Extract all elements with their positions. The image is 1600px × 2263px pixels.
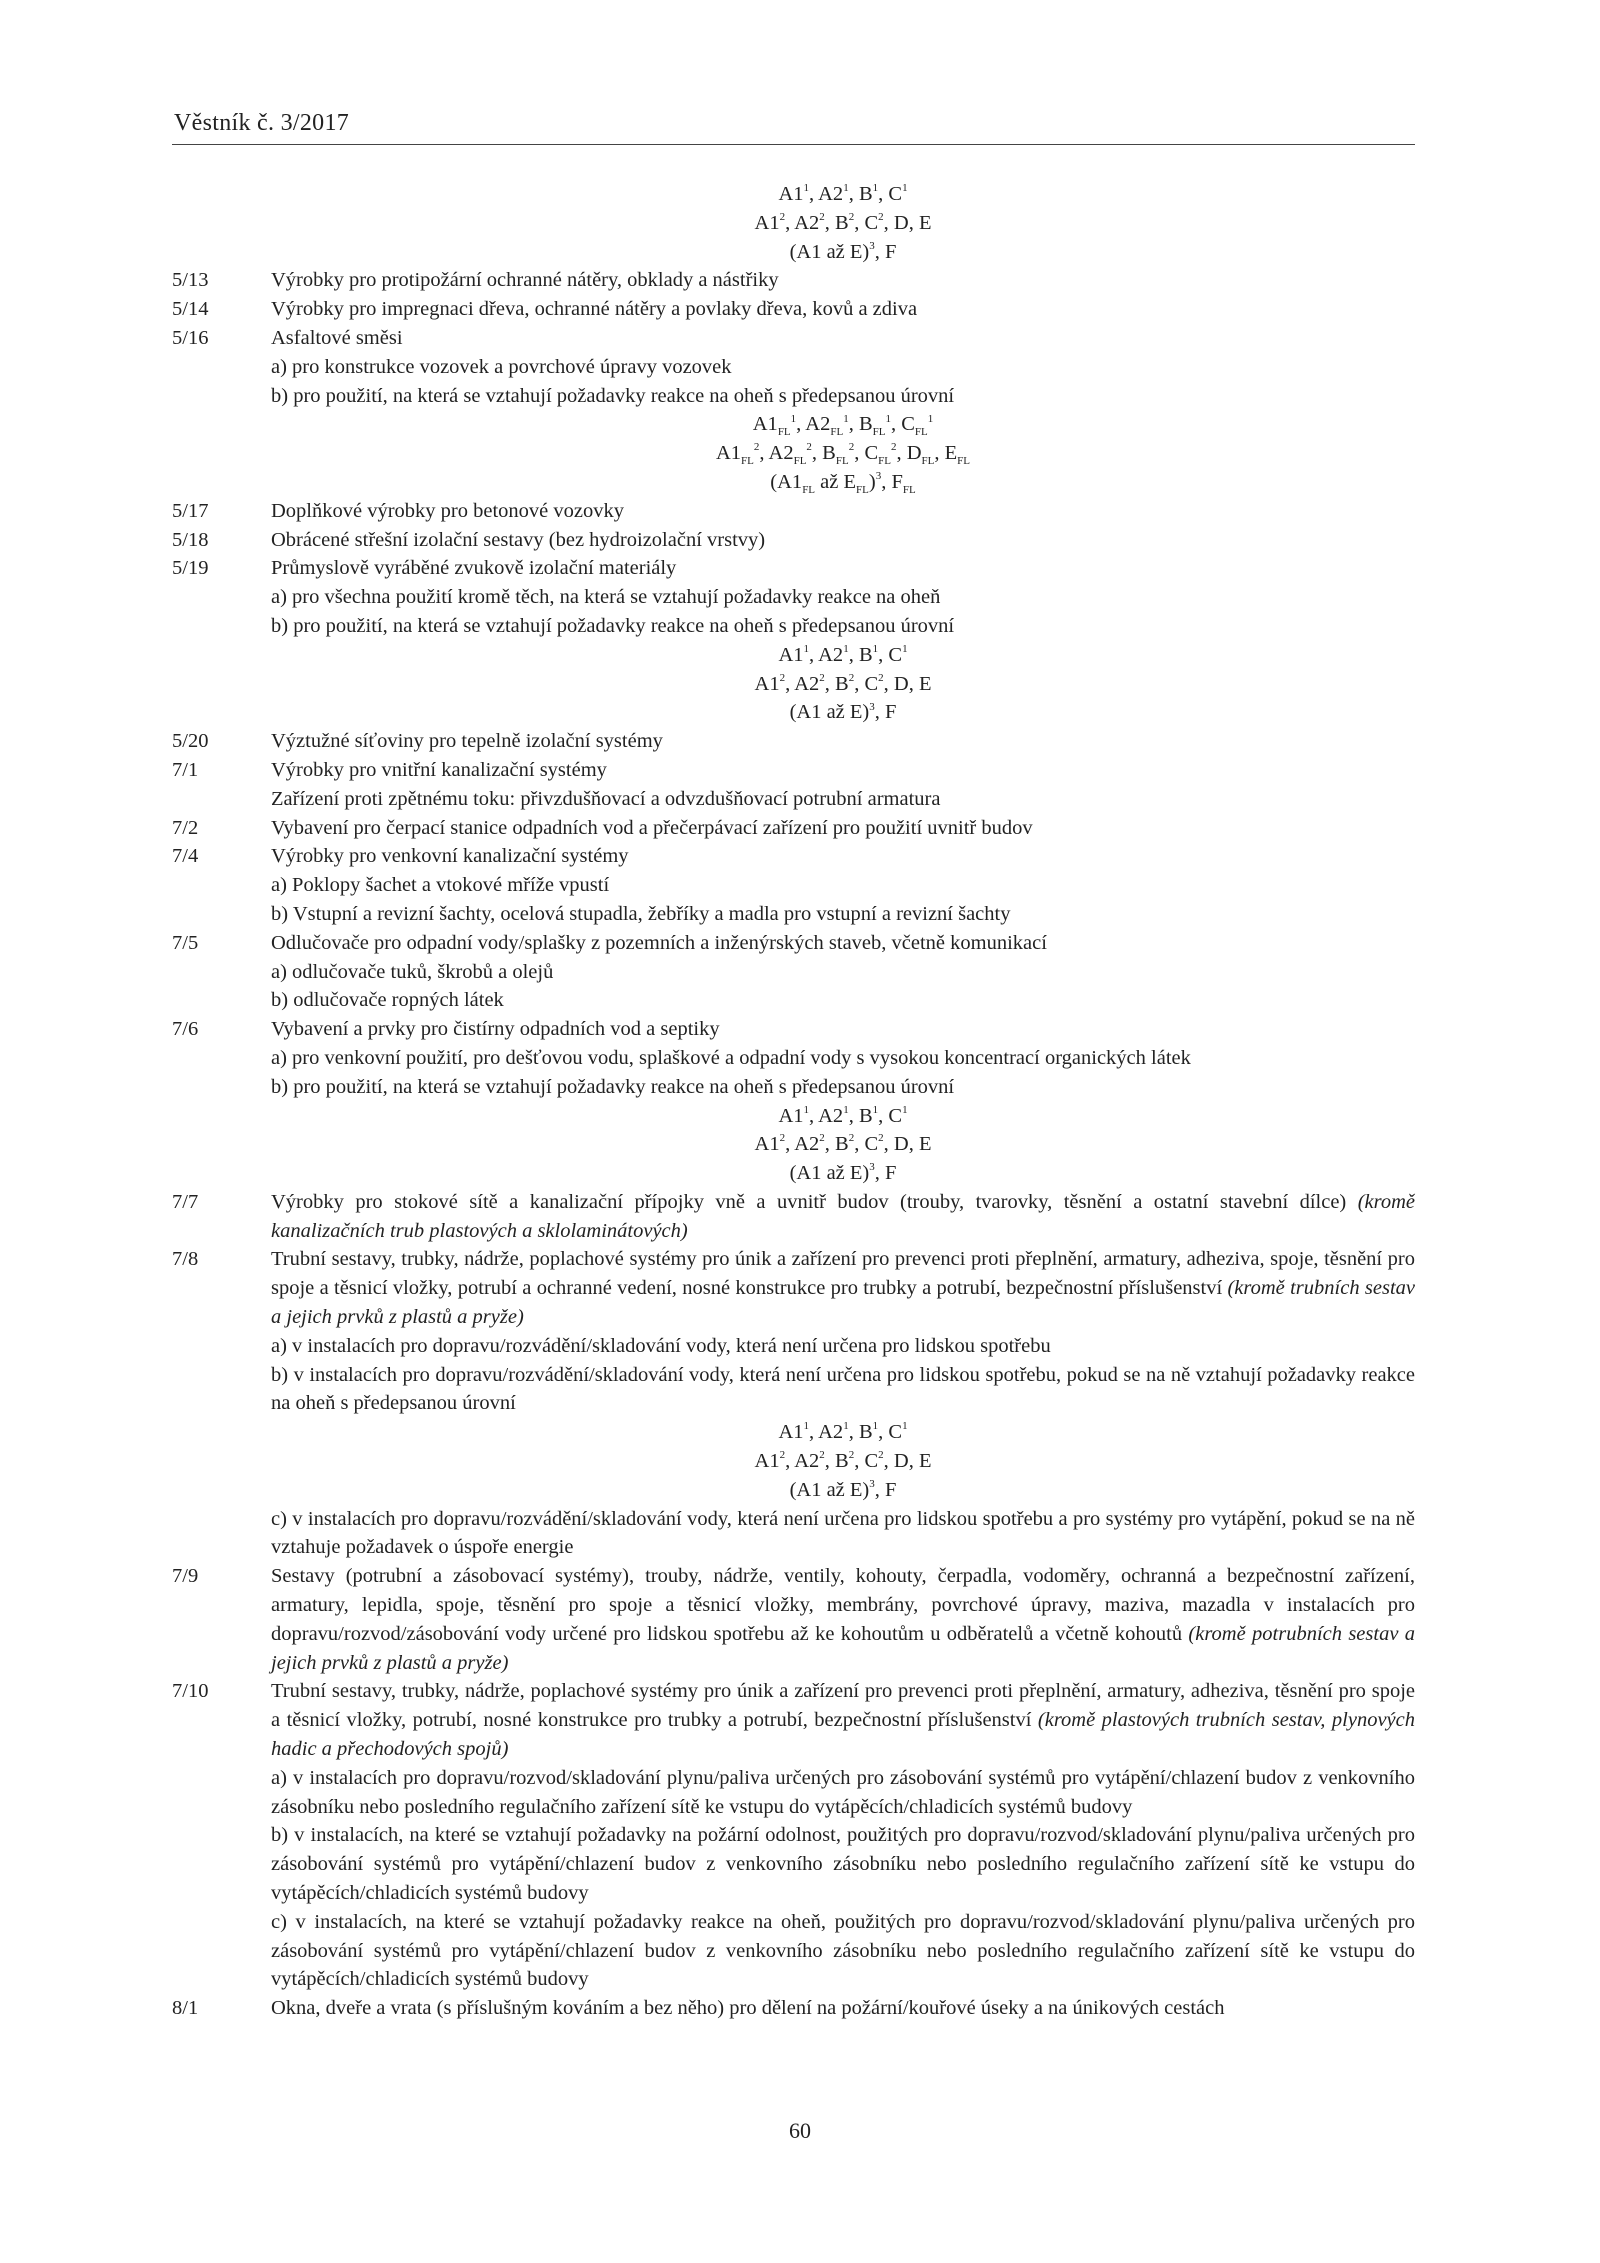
item-text: Výrobky pro stokové sítě a kanalizační přípojky vně a uvnitř budov (trouby, tvarovky, těsnění a ostatní stavební dílce) (kromě kanalizačních trub plastových a sklolaminátových) [271, 1190, 1415, 1242]
classification-line: $A1^1$, $A2^1$, $B^1$, $C^1$ [778, 182, 908, 205]
list-item [172, 1015, 1415, 1044]
list-item [172, 1994, 1415, 2023]
item-text: Vybavení pro čerpací stanice odpadních vod a přečerpávací zařízení pro použití uvnitř budov [271, 816, 1033, 839]
classification-line: $A1_{FL}^2$, $A2_{FL}^2$, $B_{FL}^2$, $C_{FL}^2$, $D_{FL}$, $E_{FL}$ [715, 441, 971, 468]
item-text: Obrácené střešní izolační sestavy (bez hydroizolační vrstvy) [271, 528, 766, 551]
list-item [172, 1562, 1415, 1677]
item-number: 7/6 [172, 1018, 199, 1041]
classification-line: $A1^2$, $A2^2$, $B^2$, $C^2$, D, E [754, 671, 932, 695]
item-number: 5/14 [172, 298, 209, 321]
sub-item-text: a) pro všechna použití kromě těch, na která se vztahují požadavky reakce na oheň [271, 586, 941, 609]
sub-item-text: Zařízení proti zpětnému toku: přivzdušňovací a odvzdušňovací potrubní armatura [271, 787, 941, 810]
item-text: Sestavy (potrubní a zásobovací systémy), trouby, nádrže, ventily, kohouty, čerpadla, vodoměry, ochranná a bezpečnostní zařízení, armatury, lepidla, spoje, těsnění pro spoje a těsnicí vložky, membrány, povrchové úpravy, maziva, mazadla v instalacích pro dopravu/rozvod/zásobování vody určené pro lidskou spotřebu až ke kohoutům u odběratelů a včetně kohoutů (kromě potrubních sestav a jejich prvků z plastů a pryže) [271, 1565, 1415, 1674]
item-text: Výrobky pro venkovní kanalizační systémy [271, 845, 629, 868]
item-number: 5/13 [172, 269, 209, 292]
list-item [172, 266, 1415, 295]
list-item [172, 497, 1415, 526]
classification-line: $A1^1$, $A2^1$, $B^1$, $C^1$ [778, 1103, 908, 1127]
sub-item-text: b) Vstupní a revizní šachty, ocelová stupadla, žebříky a madla pro vstupní a revizní šachty [271, 902, 1011, 925]
item-text: Průmyslově vyráběné zvukově izolační materiály [271, 557, 677, 580]
list-item [172, 554, 1415, 583]
page-number: 60 [789, 2118, 811, 2143]
classification-line: $A1^2$, $A2^2$, $B^2$, $C^2$, D, E [754, 1132, 932, 1156]
classification-line: (A1 až E)$^3$, F [789, 700, 897, 724]
item-number: 7/7 [172, 1190, 199, 1213]
item-number: 7/5 [172, 931, 199, 954]
sub-item-text: a) pro konstrukce vozovek a povrchové úpravy vozovek [271, 355, 732, 378]
item-number: 7/10 [172, 1680, 209, 1703]
classification-line: (A1 až E)$^3$, F [789, 239, 897, 263]
list-item [172, 929, 1415, 958]
list-item [172, 526, 1415, 555]
list-item [172, 295, 1415, 324]
item-number: 7/1 [172, 758, 199, 781]
item-number: 5/20 [172, 730, 209, 753]
item-text: Vybavení a prvky pro čistírny odpadních vod a septiky [271, 1018, 720, 1041]
classification-line: $A1^2$, $A2^2$, $B^2$, $C^2$, D, E [754, 210, 932, 234]
classification-line: (A1 až E)$^3$, F [789, 1161, 897, 1185]
item-number: 5/17 [172, 499, 209, 522]
list-item [172, 1188, 1415, 1246]
classification-line: (A1 až E)$^3$, F [789, 1478, 897, 1501]
sub-item-text: c) v instalacích pro dopravu/rozvádění/skladování vody, která není určena pro lidskou spotřebu a pro systémy pro vytápění, pokud se na ně vztahuje požadavek o úspoře energie [271, 1507, 1415, 1559]
list-item [172, 324, 1415, 353]
item-number: 5/16 [172, 326, 209, 349]
sub-item-text: a) Poklopy šachet a vtokové mříže vpustí [271, 874, 610, 897]
list-item [172, 727, 1415, 756]
item-text: Výrobky pro protipožární ochranné nátěry, obklady a nástřiky [271, 269, 779, 292]
classification-line: $A1^2$, $A2^2$, $B^2$, $C^2$, D, E [754, 1449, 932, 1473]
page-header [172, 106, 1415, 145]
list-item [172, 842, 1415, 871]
item-number: 5/19 [172, 557, 209, 580]
sub-item-text: b) odlučovače ropných látek [271, 989, 504, 1012]
item-number: 7/2 [172, 816, 199, 839]
item-number: 8/1 [172, 1997, 199, 2020]
item-number: 5/18 [172, 528, 209, 551]
sub-item-text: b) pro použití, na která se vztahují požadavky reakce na oheň s předepsanou úrovní [271, 614, 955, 637]
classification-line: $A1^1$, $A2^1$, $B^1$, $C^1$ [778, 1420, 908, 1444]
item-text: Výrobky pro vnitřní kanalizační systémy [271, 758, 607, 781]
sub-item-text: b) pro použití, na která se vztahují požadavky reakce na oheň s předepsanou úrovní [271, 384, 955, 407]
item-number: 7/9 [172, 1565, 199, 1588]
sub-item-text: c) v instalacích, na které se vztahují požadavky reakce na oheň, použitých pro dopravu/rozvod/skladování plynu/paliva určených pro zásobování systémů pro vytápění/chlazení budov z venkovního zásobníku nebo posledního regulačního zařízení sítě ke vstupu do vytápěcích/chladicích systémů budovy [271, 1910, 1415, 1991]
list-item [172, 1677, 1415, 1763]
classification-line: $A1_{FL}^1$, $A2_{FL}^1$, $B_{FL}^1$, $C_{FL}^1$ [752, 412, 934, 439]
classification-line: ($A1_{FL}$ až $E_{FL})^3$, $F_{FL}$ [770, 470, 916, 497]
item-text: Odlučovače pro odpadní vody/splašky z pozemních a inženýrských staveb, včetně komunikací [271, 931, 1047, 954]
sub-item-text: a) v instalacích pro dopravu/rozvádění/skladování vody, která není určena pro lidskou spotřebu [271, 1334, 1051, 1357]
document-body [172, 180, 1415, 2023]
sub-item-text: a) pro venkovní použití, pro dešťovou vodu, splaškové a odpadní vody s vysokou koncentrací organických látek [271, 1046, 1191, 1069]
item-text: Trubní sestavy, trubky, nádrže, poplachové systémy pro únik a zařízení pro prevenci proti přeplnění, armatury, adheziva, spoje, těsnění pro spoje a těsnicí vložky, potrubí a ochranné vedení, nosné konstrukce pro trubky a potrubí, bezpečnostní příslušenství (kromě trubních sestav a jejich prvků z plastů a pryže) [271, 1248, 1415, 1329]
classification-line: $A1^1$, $A2^1$, $B^1$, $C^1$ [778, 642, 908, 666]
item-text: Doplňkové výrobky pro betonové vozovky [271, 499, 624, 522]
sub-item-text: a) odlučovače tuků, škrobů a olejů [271, 960, 554, 983]
sub-item-text: b) pro použití, na která se vztahují požadavky reakce na oheň s předepsanou úrovní [271, 1075, 955, 1098]
item-text: Trubní sestavy, trubky, nádrže, poplachové systémy pro únik a zařízení pro prevenci proti přeplnění, armatury, adheziva, těsnění pro spoje a těsnicí vložky, potrubí, nosné konstrukce pro trubky a potrubí, bezpečnostní příslušenství (kromě plastových trubních sestav, plynových hadic a přechodových spojů) [271, 1680, 1415, 1761]
sub-item-text: b) v instalacích, na které se vztahují požadavky na požární odolnost, použitých pro dopravu/rozvod/skladování plynu/paliva určených pro zásobování systémů pro vytápění/chlazení budov z venkovního zásobníku nebo posledního regulačního zařízení sítě ke vstupu do vytápěcích/chladicích systémů budovy [271, 1824, 1415, 1905]
list-item [172, 756, 1415, 785]
sub-item-text: a) v instalacích pro dopravu/rozvod/skladování plynu/paliva určených pro zásobování systémů pro vytápění/chlazení budov z venkovního zásobníku nebo posledního regulačního zařízení sítě ke vstupu do vytápěcích/chladicích systémů budovy [271, 1766, 1415, 1818]
item-text: Asfaltové směsi [271, 326, 403, 349]
item-number: 7/8 [172, 1248, 199, 1271]
item-text: Výrobky pro impregnaci dřeva, ochranné nátěry a povlaky dřeva, kovů a zdiva [271, 298, 918, 321]
list-item [172, 814, 1415, 843]
list-item [172, 1245, 1415, 1331]
journal-title: Věstník č. 3/2017 [174, 110, 350, 136]
item-text: Výztužné síťoviny pro tepelně izolační systémy [271, 730, 663, 753]
item-number: 7/4 [172, 845, 199, 868]
sub-item-text: b) v instalacích pro dopravu/rozvádění/skladování vody, která není určena pro lidskou spotřebu, pokud se na ně vztahují požadavky reakce na oheň s předepsanou úrovní [271, 1363, 1415, 1415]
item-text: Okna, dveře a vrata (s příslušným kováním a bez něho) pro dělení na požární/kouřové úseky a na únikových cestách [271, 1997, 1225, 2020]
